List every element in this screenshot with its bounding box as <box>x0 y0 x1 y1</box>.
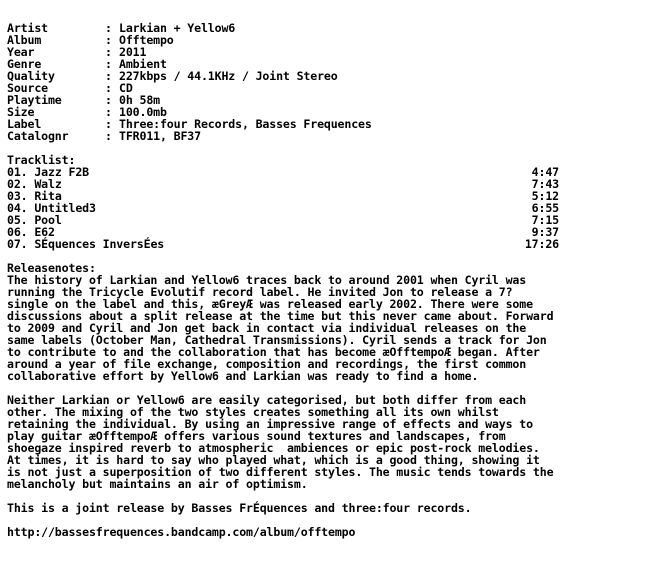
track-number: 06. <box>7 225 28 239</box>
track-number: 07. <box>7 237 28 251</box>
metadata-value: 227kbps / 44.1KHz / Joint Stereo <box>119 69 338 83</box>
metadata-value: Three:four Records, Basses Frequences <box>119 117 372 131</box>
paragraph-line: around a year of file exchange, composition and recordings, the first common <box>7 357 527 371</box>
metadata-key: Year <box>7 45 35 59</box>
releasenotes-heading: Releasenotes: <box>7 261 96 275</box>
metadata-separator: : <box>105 93 112 107</box>
metadata-key: Catalognr <box>7 129 69 143</box>
track-title: SÉquences InversÉes <box>34 237 165 251</box>
track-duration: 7:43 <box>531 177 559 191</box>
metadata-key: Album <box>7 33 42 47</box>
track-title: Pool <box>34 213 62 227</box>
metadata-value: 0h 58m <box>119 93 160 107</box>
metadata-key: Source <box>7 81 48 95</box>
paragraph-line: retaining the individual. By using an impressive range of effects and ways to <box>7 417 533 431</box>
track-duration: 6:55 <box>531 201 559 215</box>
track-title: Jazz F2B <box>34 165 89 179</box>
paragraph-line: running the Tricycle Evolutif record label. He invited Jon to release a 7? <box>7 285 513 299</box>
metadata-value: TFR011, BF37 <box>119 129 201 143</box>
metadata-value: Offtempo <box>119 33 174 47</box>
spacer <box>7 142 652 154</box>
metadata-row <box>7 70 652 82</box>
metadata-value: 100.0mb <box>119 105 167 119</box>
paragraph-line: single on the label and this, æGreyÆ was released early 2002. There were some <box>7 297 533 311</box>
track-duration: 9:37 <box>531 225 559 239</box>
metadata-row <box>7 34 652 46</box>
paragraph-line: At times, it is hard to say who played what, which is a good thing, showing it <box>7 453 540 467</box>
track-title: Untitled3 <box>34 201 96 215</box>
metadata-separator: : <box>105 69 112 83</box>
paragraph-line: melancholy but maintains an air of optimism. <box>7 477 308 491</box>
spacer <box>7 250 652 262</box>
releasenotes-paragraph <box>7 274 652 382</box>
paragraph-line: is not just a superposition of two different styles. The music tends towards the <box>7 465 554 479</box>
metadata-key: Playtime <box>7 93 62 107</box>
track-duration: 17:26 <box>524 237 559 251</box>
release-metadata <box>7 22 652 142</box>
metadata-row <box>7 22 652 34</box>
album-link[interactable]: http://bassesfrequences.bandcamp.com/album/offtempo <box>7 525 356 539</box>
track-row <box>7 238 652 250</box>
track-number: 02. <box>7 177 28 191</box>
metadata-key: Quality <box>7 69 55 83</box>
metadata-key: Label <box>7 117 42 131</box>
paragraph-line: discussions about a split release at the time but this never came about. Forward <box>7 309 554 323</box>
paragraph-line: Neither Larkian or Yellow6 are easily categorised, but both differ from each <box>7 393 527 407</box>
metadata-row <box>7 46 652 58</box>
metadata-separator: : <box>105 57 112 71</box>
releasenotes-paragraph <box>7 502 652 514</box>
track-title: Walz <box>34 177 62 191</box>
paragraph-line: to 2009 and Cyril and Jon get back in contact via individual releases on the <box>7 321 527 335</box>
paragraph-line: The history of Larkian and Yellow6 traces back to around 2001 when Cyril was <box>7 273 527 287</box>
metadata-key: Genre <box>7 57 42 71</box>
track-title: E62 <box>34 225 55 239</box>
metadata-separator: : <box>105 129 112 143</box>
paragraph-line: to contribute to and the collaboration that has become æOfftempoÆ began. After <box>7 345 540 359</box>
metadata-row <box>7 130 652 142</box>
metadata-separator: : <box>105 33 112 47</box>
track-duration: 4:47 <box>531 165 559 179</box>
tracklist-heading: Tracklist: <box>7 153 76 167</box>
metadata-separator: : <box>105 45 112 59</box>
metadata-value: Ambient <box>119 57 167 71</box>
metadata-value: Larkian + Yellow6 <box>119 21 236 35</box>
metadata-row <box>7 82 652 94</box>
metadata-row <box>7 94 652 106</box>
paragraph-line: play guitar æOfftempoÆ offers various sound textures and landscapes, from <box>7 429 506 443</box>
paragraph-line: shoegaze inspired reverb to atmospheric ambiences or epic post-rock melodies. <box>7 441 540 455</box>
metadata-separator: : <box>105 81 112 95</box>
track-title: Rita <box>34 189 62 203</box>
metadata-row <box>7 118 652 130</box>
releasenotes-body <box>7 274 652 526</box>
metadata-key: Size <box>7 105 35 119</box>
track-duration: 7:15 <box>531 213 559 227</box>
releasenotes-paragraph <box>7 394 652 490</box>
metadata-value: 2011 <box>119 45 147 59</box>
metadata-value: CD <box>119 81 133 95</box>
metadata-separator: : <box>105 105 112 119</box>
metadata-separator: : <box>105 117 112 131</box>
paragraph-line: collaborative effort by Yellow6 and Larkian was ready to find a home. <box>7 369 479 383</box>
nfo-document <box>7 22 652 538</box>
paragraph-line: This is a joint release by Basses FrÉquences and three:four records. <box>7 501 472 515</box>
track-number: 03. <box>7 189 28 203</box>
paragraph-line: other. The mixing of the two styles creates something all its own whilst <box>7 405 499 419</box>
track-duration: 5:12 <box>531 189 559 203</box>
tracklist <box>7 166 652 250</box>
metadata-key: Artist <box>7 21 48 35</box>
metadata-separator: : <box>105 21 112 35</box>
track-number: 04. <box>7 201 28 215</box>
track-number: 05. <box>7 213 28 227</box>
track-number: 01. <box>7 165 28 179</box>
paragraph-line: same labels (October Man, Cathedral Transmissions). Cyril sends a track for Jon <box>7 333 547 347</box>
